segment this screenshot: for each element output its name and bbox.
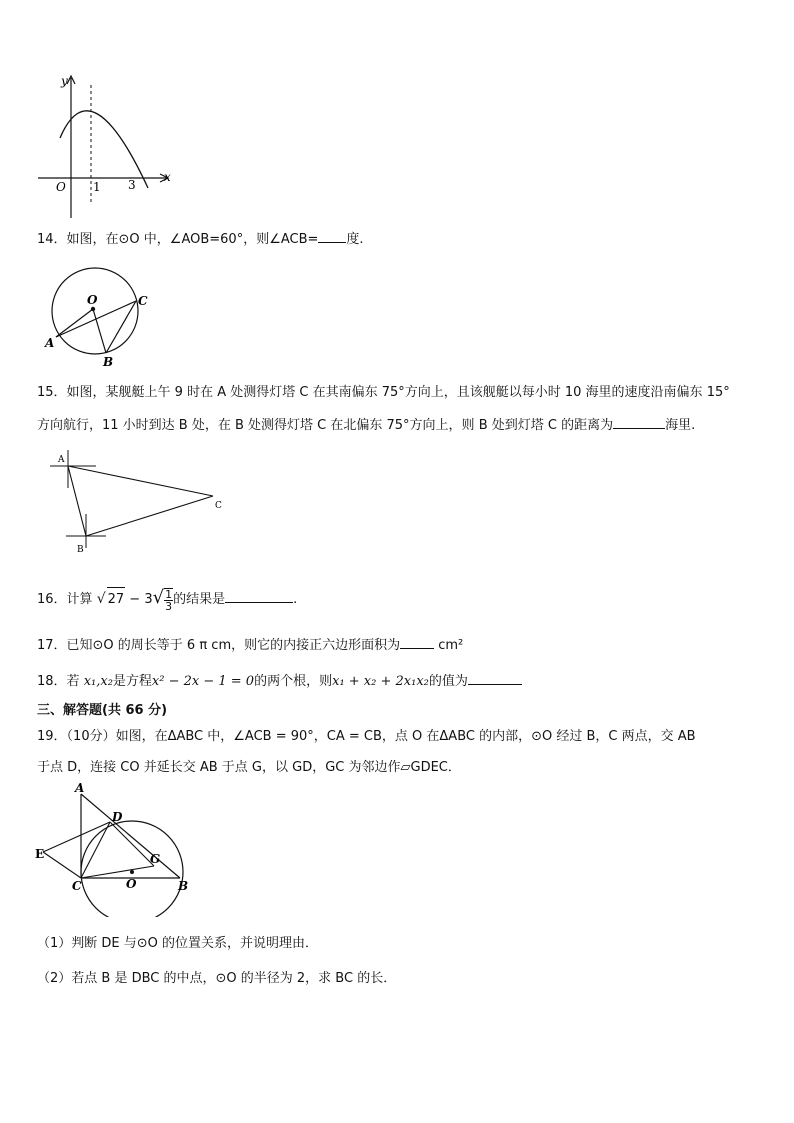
parabola-figure <box>30 70 180 225</box>
q17-answer-blank[interactable] <box>400 634 434 649</box>
label-g: G <box>150 852 161 866</box>
q16-answer-blank[interactable] <box>225 588 293 603</box>
q18-prefix: 18．若 <box>37 674 84 689</box>
label-a: A <box>45 336 55 350</box>
question-19-line2: 于点 D，连接 CO 并延长交 AB 于点 G，以 GD，GC 为邻边作▱GDEC． <box>37 760 461 775</box>
question-16: 16．计算 √ 27 − 3√ $\frac{1}{3}$ 的结果是 . <box>37 587 298 613</box>
q14-answer-blank[interactable] <box>318 228 346 243</box>
section-heading: 三、解答题(共 66 分) <box>37 703 168 718</box>
label-o: O <box>126 877 137 891</box>
question-18 <box>37 670 522 692</box>
label-b: B <box>103 355 114 369</box>
q18-equation: x² − 2x − 1 = 0 <box>151 674 255 689</box>
q14-text: 14．如图，在⊙O 中，∠AOB=60°，则∠ACB= <box>37 232 319 247</box>
y-axis-label: y <box>61 74 68 88</box>
lighthouse-figure <box>38 448 238 558</box>
q15-text-after: 海里. <box>665 418 696 433</box>
q17-text: 17．已知⊙O 的周长等于 6 π cm，则它的内接正六边形面积为 <box>37 638 401 653</box>
q18-vars: x₁,x₂ <box>83 674 113 689</box>
question-19-line1: 19．（10分）如图，在ΔABC 中，∠ACB = 90°，CA = CB，点 O 在ΔABC 的内部，⊙O 经过 B，C 两点，交 AB <box>37 729 696 744</box>
label-a: A <box>58 455 65 465</box>
question-14 <box>37 228 364 250</box>
label-b: B <box>77 545 84 555</box>
q15-text: 方向航行，11 小时到达 B 处，在 B 处测得灯塔 C 在北偏东 75°方向上，则 B 处到灯塔 C 的距离为 <box>37 418 614 433</box>
label-e: E <box>35 847 45 861</box>
label-c: C <box>215 501 222 511</box>
question-19-part1: （1）判断 DE 与⊙O 的位置关系，并说明理由． <box>37 936 319 951</box>
label-b: B <box>178 879 189 893</box>
q16-minus: − 3 <box>125 592 153 607</box>
q17-unit: cm² <box>434 638 464 653</box>
question-15-line1: 15．如图，某舰艇上午 9 时在 A 处测得灯塔 C 在其南偏东 75°方向上，且该舰艇以每小时 10 海里的速度沿南偏东 15° <box>37 385 730 400</box>
question-19-part2: （2）若点 B 是 DBC 的中点，⊙O 的半径为 2，求 BC 的长． <box>37 971 397 986</box>
q16-suffix: 的结果是 <box>173 592 226 607</box>
circle-aob-figure <box>40 265 160 370</box>
q15-answer-blank[interactable] <box>613 414 665 429</box>
q16-prefix: 16．计算 <box>37 592 97 607</box>
label-c: C <box>72 879 82 893</box>
origin-label: O <box>56 180 66 194</box>
q14-text-after: 度. <box>346 232 364 247</box>
tick-label-3: 3 <box>128 178 136 192</box>
q16-end: . <box>293 592 298 607</box>
q18-answer-blank[interactable] <box>468 670 522 685</box>
label-d: D <box>112 810 123 824</box>
q18-mid: 是方程 <box>112 674 152 689</box>
tick-label-1: 1 <box>93 180 101 194</box>
q18-mid2: 的两个根，则 <box>254 674 333 689</box>
q18-suffix: 的值为 <box>428 674 468 689</box>
question-15-line2 <box>37 414 695 436</box>
x-axis-label: x <box>164 170 171 184</box>
circle-triangle-figure <box>30 782 200 917</box>
question-17 <box>37 634 463 656</box>
q16-fraction: $\frac{1}{3}$ <box>165 587 173 613</box>
label-o: O <box>87 293 98 307</box>
label-a: A <box>75 782 85 795</box>
label-c: C <box>138 294 148 308</box>
q16-radicand: 27 <box>107 587 126 612</box>
q18-expression: x₁ + x₂ + 2x₁x₂ <box>332 674 429 689</box>
